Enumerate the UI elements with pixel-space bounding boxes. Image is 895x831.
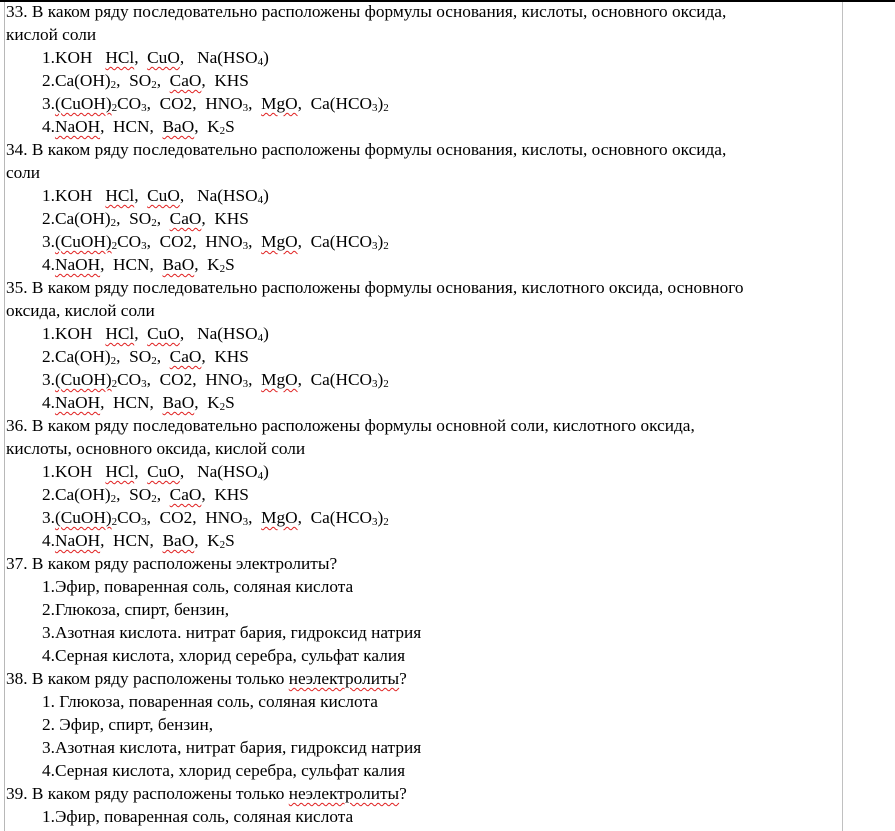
question-text: кислоты, основного оксида, кислой соли	[6, 439, 306, 458]
text-run: 3.	[42, 232, 55, 251]
text-run: 1.Эфир, поваренная соль, соляная кислота	[42, 807, 354, 826]
text-run: ?	[399, 669, 407, 688]
text-run: S	[225, 393, 235, 412]
text-run: , Ca(HCO	[297, 370, 373, 389]
text-run: , Na(HSO	[179, 186, 258, 205]
question-block	[6, 667, 840, 782]
table-right-border	[842, 2, 843, 831]
answer-option	[6, 69, 840, 92]
spellcheck-word: NaOH	[54, 255, 101, 274]
text-run: 3.	[42, 508, 55, 527]
spellcheck-word: (CuOH)	[54, 370, 112, 389]
question-text: оксида, кислой соли	[6, 301, 155, 320]
subscript: 2	[219, 401, 226, 413]
text-run: ,	[248, 232, 262, 251]
text-run: )	[263, 186, 269, 205]
text-run: 4.	[42, 393, 55, 412]
text-run: , SO	[116, 347, 152, 366]
answer-option	[6, 805, 840, 828]
text-run: ,	[248, 508, 262, 527]
text-run: ,	[156, 209, 170, 228]
table-left-border	[4, 2, 5, 831]
spellcheck-word: CuO	[147, 186, 180, 205]
spellcheck-word: MgO	[261, 232, 298, 251]
text-run: , Na(HSO	[179, 324, 258, 343]
text-run: 2.Глюкоза, спирт, бензин,	[42, 600, 230, 619]
answer-option	[6, 368, 840, 391]
spellcheck-word: NaOH	[54, 117, 101, 136]
subscript: 2	[111, 378, 118, 390]
subscript: 3	[242, 240, 249, 252]
answer-option	[6, 713, 840, 736]
subscript: 3	[242, 378, 249, 390]
text-run: , K	[194, 255, 220, 274]
text-run: ,	[134, 48, 148, 67]
subscript: 2	[111, 240, 118, 252]
spellcheck-word: (CuOH)	[54, 232, 112, 251]
subscript: 2	[151, 355, 157, 367]
text-run: 4.	[42, 255, 55, 274]
text-run: ,	[248, 94, 262, 113]
answer-option	[6, 230, 840, 253]
text-run: , Ca(HCO	[297, 94, 373, 113]
subscript: 3	[242, 516, 249, 528]
question-block	[6, 782, 840, 828]
subscript: 3	[141, 102, 147, 114]
spellcheck-word: BaO	[162, 393, 195, 412]
text-run: 2.Ca(OH)	[42, 209, 111, 228]
text-run: , SO	[116, 209, 152, 228]
text-run: )	[263, 324, 269, 343]
text-run: , HCN,	[100, 255, 163, 274]
question-text: 36. В каком ряду последовательно расположены формулы основной соли, кислотного оксида,	[6, 416, 695, 435]
spellcheck-word: CuO	[147, 48, 180, 67]
spellcheck-word: MgO	[261, 508, 298, 527]
spellcheck-word: HCl	[105, 48, 135, 67]
text-run: , SO	[116, 485, 152, 504]
text-run: )	[377, 508, 384, 527]
spellcheck-word: HCl	[105, 186, 135, 205]
question-text: соли	[6, 163, 40, 182]
text-run: 2. Эфир, спирт, бензин,	[42, 715, 214, 734]
answer-option	[6, 644, 840, 667]
subscript: 4	[257, 56, 264, 68]
spellcheck-word: CaO	[169, 209, 202, 228]
subscript: 2	[151, 493, 157, 505]
text-run: S	[225, 117, 235, 136]
spellcheck-word: BaO	[162, 255, 195, 274]
text-run: 2.Ca(OH)	[42, 347, 111, 366]
spellcheck-word: NaOH	[54, 393, 101, 412]
text-run: S	[225, 255, 235, 274]
subscript: 3	[141, 378, 147, 390]
subscript: 2	[151, 217, 157, 229]
question-text: 35. В каком ряду последовательно расположены формулы основания, кислотного оксида, основного	[6, 278, 744, 297]
subscript: 2	[383, 102, 389, 114]
spellcheck-word: (CuOH)	[54, 508, 112, 527]
text-run: , K	[194, 531, 220, 550]
question-text	[6, 667, 840, 690]
answer-option	[6, 322, 840, 345]
text-run: )	[263, 48, 269, 67]
text-run: , HCN,	[100, 117, 163, 136]
text-run: CO	[117, 232, 142, 251]
question-block	[6, 552, 840, 667]
subscript: 2	[110, 493, 117, 505]
text-run: CO	[117, 508, 142, 527]
question-block	[6, 414, 840, 552]
text-run: 1.Эфир, поваренная соль, соляная кислота	[42, 577, 354, 596]
subscript: 3	[242, 102, 249, 114]
question-text: 34. В каком ряду последовательно расположены формулы основания, кислоты, основного оксида,	[6, 140, 727, 159]
text-run: ,	[156, 347, 170, 366]
subscript: 3	[372, 102, 378, 114]
text-run: ,	[134, 186, 148, 205]
subscript: 2	[219, 263, 226, 275]
text-run: , KHS	[201, 485, 249, 504]
text-run: 1.KOH	[42, 186, 106, 205]
answer-option	[6, 115, 840, 138]
spellcheck-word: HCl	[105, 462, 135, 481]
text-run: , HCN,	[100, 531, 163, 550]
subscript: 3	[372, 378, 378, 390]
answer-option	[6, 253, 840, 276]
text-run: 4.	[42, 531, 55, 550]
answer-option	[6, 345, 840, 368]
answer-option	[6, 184, 840, 207]
answer-option	[6, 759, 840, 782]
question-block	[6, 0, 840, 138]
answer-option	[6, 575, 840, 598]
subscript: 3	[372, 240, 378, 252]
text-run: 4.Серная кислота, хлорид серебра, сульфат калия	[42, 761, 406, 780]
text-run: , HCN,	[100, 393, 163, 412]
answer-option	[6, 391, 840, 414]
answer-option	[6, 736, 840, 759]
spellcheck-word: NaOH	[54, 531, 101, 550]
spellcheck-word: MgO	[261, 370, 298, 389]
text-run: , K	[194, 117, 220, 136]
text-run: , CO2, HNO	[146, 94, 243, 113]
subscript: 2	[383, 516, 389, 528]
subscript: 4	[257, 470, 264, 482]
spellcheck-word: BaO	[162, 117, 195, 136]
text-run: , CO2, HNO	[146, 370, 243, 389]
answer-option	[6, 506, 840, 529]
text-run: , Ca(HCO	[297, 508, 373, 527]
spellcheck-word: (CuOH)	[54, 94, 112, 113]
text-run: , Na(HSO	[179, 48, 258, 67]
text-run: ?	[399, 784, 407, 803]
answer-option	[6, 529, 840, 552]
text-run: 1. Глюкоза, поваренная соль, соляная кислота	[42, 692, 378, 711]
spellcheck-word: CaO	[169, 71, 202, 90]
subscript: 2	[110, 355, 117, 367]
text-run: CO	[117, 94, 142, 113]
question-text: 37. В каком ряду расположены электролиты?	[6, 554, 338, 573]
subscript: 2	[110, 217, 117, 229]
spellcheck-word: MgO	[261, 94, 298, 113]
spellcheck-word: CuO	[147, 324, 180, 343]
subscript: 2	[111, 516, 118, 528]
subscript: 2	[219, 125, 226, 137]
subscript: 3	[141, 516, 147, 528]
answer-option	[6, 460, 840, 483]
text-run: 1.KOH	[42, 48, 106, 67]
text-run: ,	[248, 370, 262, 389]
text-run: , KHS	[201, 347, 249, 366]
spellcheck-word: HCl	[105, 324, 135, 343]
answer-option	[6, 207, 840, 230]
text-run: 1.KOH	[42, 462, 106, 481]
answer-option	[6, 46, 840, 69]
text-run: , Ca(HCO	[297, 232, 373, 251]
text-run: CO	[117, 370, 142, 389]
answer-option	[6, 483, 840, 506]
text-run: , CO2, HNO	[146, 508, 243, 527]
text-run: S	[225, 531, 235, 550]
subscript: 2	[383, 378, 389, 390]
text-run: 2.Ca(OH)	[42, 71, 111, 90]
subscript: 4	[257, 332, 264, 344]
text-run: 39. В каком ряду расположены только	[6, 784, 289, 803]
subscript: 3	[141, 240, 147, 252]
text-run: 3.Азотная кислота, нитрат бария, гидроксид натрия	[42, 738, 422, 757]
spellcheck-word: BaO	[162, 531, 195, 550]
answer-option	[6, 598, 840, 621]
text-run: , Na(HSO	[179, 462, 258, 481]
text-run: ,	[134, 324, 148, 343]
spellcheck-word: CaO	[169, 347, 202, 366]
text-run: 4.	[42, 117, 55, 136]
text-run: )	[377, 370, 384, 389]
spellcheck-word: CuO	[147, 462, 180, 481]
text-run: , KHS	[201, 71, 249, 90]
question-text: 33. В каком ряду последовательно расположены формулы основания, кислоты, основного оксида,	[6, 2, 727, 21]
text-run: 3.Азотная кислота. нитрат бария, гидроксид натрия	[42, 623, 422, 642]
text-run: ,	[156, 485, 170, 504]
question-block	[6, 276, 840, 414]
subscript: 2	[111, 102, 118, 114]
text-run: 38. В каком ряду расположены только	[6, 669, 289, 688]
answer-option	[6, 92, 840, 115]
text-run: )	[377, 94, 384, 113]
answer-option	[6, 690, 840, 713]
subscript: 2	[110, 79, 117, 91]
text-run: , CO2, HNO	[146, 232, 243, 251]
subscript: 2	[219, 539, 226, 551]
spellcheck-word: CaO	[169, 485, 202, 504]
text-run: ,	[156, 71, 170, 90]
text-run: , KHS	[201, 209, 249, 228]
text-run: 3.	[42, 94, 55, 113]
text-run: 2.Ca(OH)	[42, 485, 111, 504]
document-body	[6, 0, 840, 828]
subscript: 2	[151, 79, 157, 91]
subscript: 3	[372, 516, 378, 528]
question-text: кислой соли	[6, 25, 97, 44]
text-run: , SO	[116, 71, 152, 90]
spellcheck-word: неэлектролиты	[288, 669, 400, 688]
text-run: )	[263, 462, 269, 481]
text-run: 4.Серная кислота, хлорид серебра, сульфат калия	[42, 646, 406, 665]
text-run: ,	[134, 462, 148, 481]
text-run: 1.KOH	[42, 324, 106, 343]
question-block	[6, 138, 840, 276]
question-text	[6, 782, 840, 805]
text-run: , K	[194, 393, 220, 412]
text-run: )	[377, 232, 384, 251]
subscript: 2	[383, 240, 389, 252]
text-run: 3.	[42, 370, 55, 389]
spellcheck-word: неэлектролиты	[288, 784, 400, 803]
subscript: 4	[257, 194, 264, 206]
answer-option	[6, 621, 840, 644]
